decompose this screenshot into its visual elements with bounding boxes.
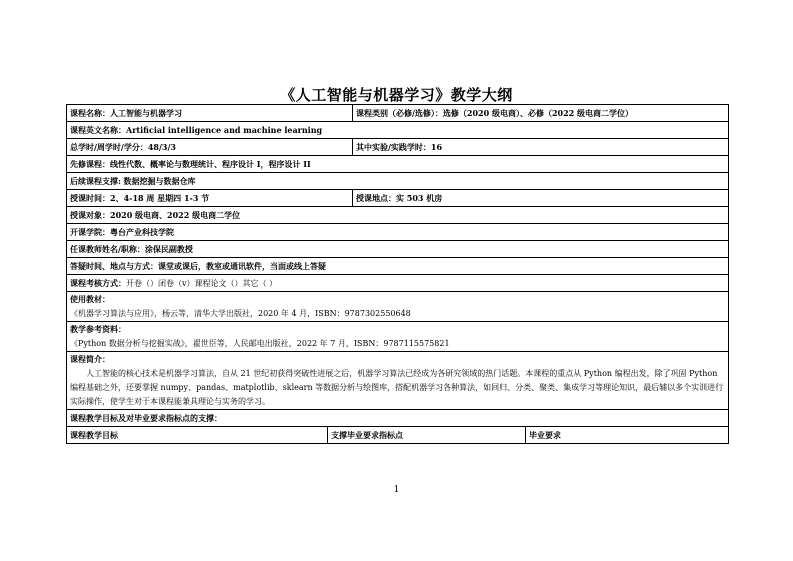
cell-exam: 课程考核方式：开卷（）闭卷（v）课程论文（）其它（ ） [67, 275, 729, 292]
document-title: 《人工智能与机器学习》教学大纲 [280, 86, 513, 104]
reference-label: 教学参考资料 [70, 324, 118, 334]
cell-english-name: 课程英文名称：Artificial intelligence and machine learning [67, 122, 729, 139]
cell-prereq: 先修课程：线性代数、概率论与数理统计、程序设计 I，程序设计 II [67, 156, 729, 173]
row-goals-header [67, 410, 729, 427]
hours-label: 总学时/周学时/学分 [70, 141, 140, 152]
cell-goals-header [67, 410, 729, 427]
row-exam [67, 275, 729, 292]
target-label: 授课对象 [70, 209, 102, 220]
place-label: 授课地点 [356, 192, 388, 203]
row-qa [67, 258, 729, 275]
time-label: 授课时间 [70, 192, 102, 203]
college-label: 开课学院 [70, 226, 102, 237]
syllabus-table [66, 104, 729, 444]
col-header-requirement: 毕业要求 [526, 427, 729, 444]
college-value: 粤台产业科技学院 [110, 226, 174, 237]
english-name-value: Artificial intelligence and machine learning [126, 124, 323, 135]
row-hours [67, 139, 729, 156]
place-value: 实 503 机房 [396, 192, 443, 203]
row-intro [67, 352, 729, 410]
teacher-label: 任课教师姓名/职称 [70, 243, 137, 254]
reference-value: 《Python 数据分析与挖掘实战》，翟世臣等，人民邮电出版社，2022 年 7 月，ISBN：9787115575821 [70, 339, 450, 348]
course-type-label: 课程类别（必修/选修） [356, 107, 435, 118]
cell-lab-hours: 其中实验/实践学时：16 [353, 139, 729, 156]
page-number: 1 [393, 485, 400, 495]
intro-label: 课程简介 [70, 354, 102, 364]
row-college [67, 224, 729, 241]
row-english-name [67, 122, 729, 139]
teacher-value: 涂保民副教授 [144, 243, 193, 254]
row-reference [67, 322, 729, 352]
cell-textbook: 使用教材： 《机器学习算法与应用》，杨云等，清华大学出版社，2020 年 4 月，ISBN：9787302550648 [67, 292, 729, 322]
row-followup [67, 173, 729, 190]
textbook-value: 《机器学习算法与应用》，杨云等，清华大学出版社，2020 年 4 月，ISBN：9787302550648 [70, 309, 411, 318]
cell-college: 开课学院：粤台产业科技学院 [67, 224, 729, 241]
cell-time: 授课时间：2、4-18 周 星期四 1-3 节 [67, 190, 353, 207]
cell-followup: 后续课程支撑: 数据挖掘与数据仓库 [67, 173, 729, 190]
goals-header: 课程教学目标及对毕业要求指标点的支撑： [70, 412, 222, 423]
qa-value: 课堂或课后，教室或通讯软件，当面或线上答疑 [158, 260, 326, 271]
english-name-label: 课程英文名称 [70, 124, 118, 135]
row-textbook [67, 292, 729, 322]
cell-place: 授课地点：实 503 机房 [353, 190, 729, 207]
cell-target: 授课对象：2020 级电商、2022 级电商二学位 [67, 207, 729, 224]
row-course-name [67, 105, 729, 122]
course-type-value: 选修（2020 级电商）、必修（2022 级电商二学位） [442, 107, 634, 118]
exam-label: 课程考核方式 [70, 277, 118, 288]
intro-text: 人工智能的核心技术是机器学习算法，自从 21 世纪初获得突破性进展之后，机器学习算法已经成为各研究领域的热门话题。本课程的重点从 Python 编程出发，除了巩固 Python 编程基础之外，还要掌握 numpy、pandas、matplotlib、sklearn 等数据分析与绘图库，搭配机器学习各种算法，如回归、分类、聚类、集成学习等理论知识，最后辅以多个实训进行实际操作，使学生对于本课程能兼具理论与实务的学习。 [70, 369, 724, 406]
lab-hours-label: 其中实验/实践学时 [356, 141, 423, 152]
prereq-value: 线性代数、概率论与数理统计、程序设计 I，程序设计 II [110, 158, 311, 169]
course-name-value: 人工智能与机器学习 [110, 107, 182, 118]
followup-value: 数据挖掘与数据仓库 [123, 175, 196, 186]
prereq-label: 先修课程 [70, 158, 102, 169]
course-name-label: 课程名称 [70, 107, 102, 118]
cell-course-type: 课程类别（必修/选修）：选修（2020 级电商）、必修（2022 级电商二学位） [353, 105, 729, 122]
hours-value: 48/3/3 [147, 141, 176, 152]
lab-hours-value: 16 [430, 141, 443, 152]
row-prereq [67, 156, 729, 173]
cell-hours: 总学时/周学时/学分：48/3/3 [67, 139, 353, 156]
target-value: 2020 级电商、2022 级电商二学位 [110, 209, 241, 220]
exam-value: 开卷（）闭卷（v）课程论文（）其它（ ） [126, 278, 278, 288]
row-target [67, 207, 729, 224]
cell-teacher: 任课教师姓名/职称：涂保民副教授 [67, 241, 729, 258]
row-teacher [67, 241, 729, 258]
cell-qa: 答疑时间、地点与方式：课堂或课后，教室或通讯软件，当面或线上答疑 [67, 258, 729, 275]
col-header-goal: 课程教学目标 [67, 427, 328, 444]
qa-label: 答疑时间、地点与方式 [70, 260, 150, 271]
row-goals-columns [67, 427, 729, 444]
row-time [67, 190, 729, 207]
textbook-label: 使用教材 [70, 294, 102, 304]
col-header-indicator: 支撑毕业要求指标点 [328, 427, 526, 444]
followup-label: 后续课程支撑 [70, 175, 118, 186]
time-value: 2、4-18 周 星期四 1-3 节 [110, 192, 210, 203]
cell-intro: 课程简介： 人工智能的核心技术是机器学习算法，自从 21 世纪初获得突破性进展之后，机器学习算法已经成为各研究领域的热门话题。本课程的重点从 Python 编程出发，除了巩固 Python 编程基础之外，还要掌握 numpy、pandas、matplotlib、sklearn 等数据分析与绘图库，搭配机器学习各种算法，如回归、分类、聚类、集成学习等理论知识，最后辅以多个实训进行实际操作，使学生对于本课程能兼具理论与实务的学习。 [67, 352, 729, 410]
cell-reference: 教学参考资料： 《Python 数据分析与挖掘实战》，翟世臣等，人民邮电出版社，2022 年 7 月，ISBN：9787115575821 [67, 322, 729, 352]
cell-course-name: 课程名称：人工智能与机器学习 [67, 105, 353, 122]
